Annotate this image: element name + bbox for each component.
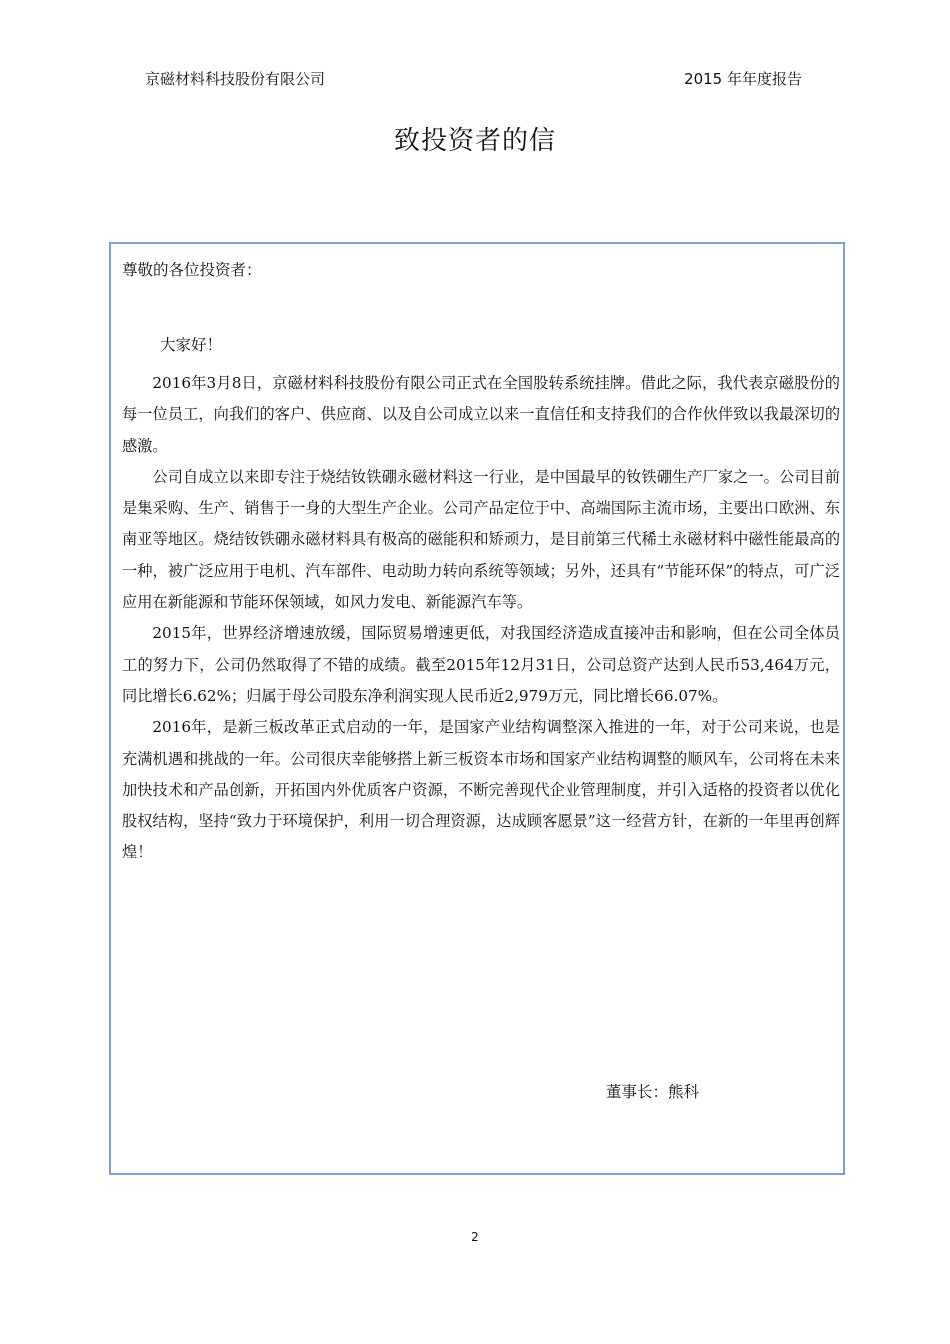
letter-signature: 董事长：熊科: [606, 1083, 700, 1101]
page-title: 致投资者的信: [393, 126, 556, 156]
letter-salutation: 尊敬的各位投资者：: [122, 261, 262, 279]
header-company-name: 京磁材料科技股份有限公司: [145, 70, 326, 88]
letter-paragraph: 2016年，是新三板改革正式启动的一年，是国家产业结构调整深入推进的一年，对于公司来说，也是充满机遇和挑战的一年。公司很庆幸能够搭上新三板资本市场和国家产业结构调整的顺风车，公司将在未来加快技术和产品创新，开拓国内外优质客户资源，不断完善现代企业管理制度，并引入适格的投资者以优化股权结构，坚持“致力于环境保护，利用一切合理资源，达成顾客愿景”这一经营方针，在新的一年里再创辉煌！: [122, 718, 840, 862]
letter-greeting: 大家好！: [160, 336, 223, 354]
letter-paragraph: 2015年，世界经济增速放缓，国际贸易增速更低，对我国经济造成直接冲击和影响，但在公司全体员工的努力下，公司仍然取得了不错的成绩。截至2015年12月31日，公司总资产达到人民币53,464万元，同比增长6.62%；归属于母公司股东净利润实现人民币近2,979万元，同比增长66.07%。: [122, 624, 840, 705]
letter-paragraph: 公司自成立以来即专注于烧结钕铁硼永磁材料这一行业，是中国最早的钕铁硼生产厂家之一。公司目前是集采购、生产、销售于一身的大型生产企业。公司产品定位于中、高端国际主流市场，主要出口欧洲、东南亚等地区。烧结钕铁硼永磁材料具有极高的磁能积和矫顽力，是目前第三代稀土永磁材料中磁性能最高的一种，被广泛应用于电机、汽车部件、电动助力转向系统等领域；另外，还具有“节能环保”的特点，可广泛应用在新能源和节能环保领域，如风力发电、新能源汽车等。: [122, 467, 840, 612]
letter-body: [122, 368, 840, 869]
header-report-title: 2015 年年度报告: [684, 70, 802, 88]
letter-paragraph: 2016年3月8日，京磁材料科技股份有限公司正式在全国股转系统挂牌。借此之际，我代表京磁股份的每一位员工，向我们的客户、供应商、以及自公司成立以来一直信任和支持我们的合作伙伴致以我最深切的感激。: [122, 374, 840, 455]
page-number: 2: [471, 1230, 479, 1244]
